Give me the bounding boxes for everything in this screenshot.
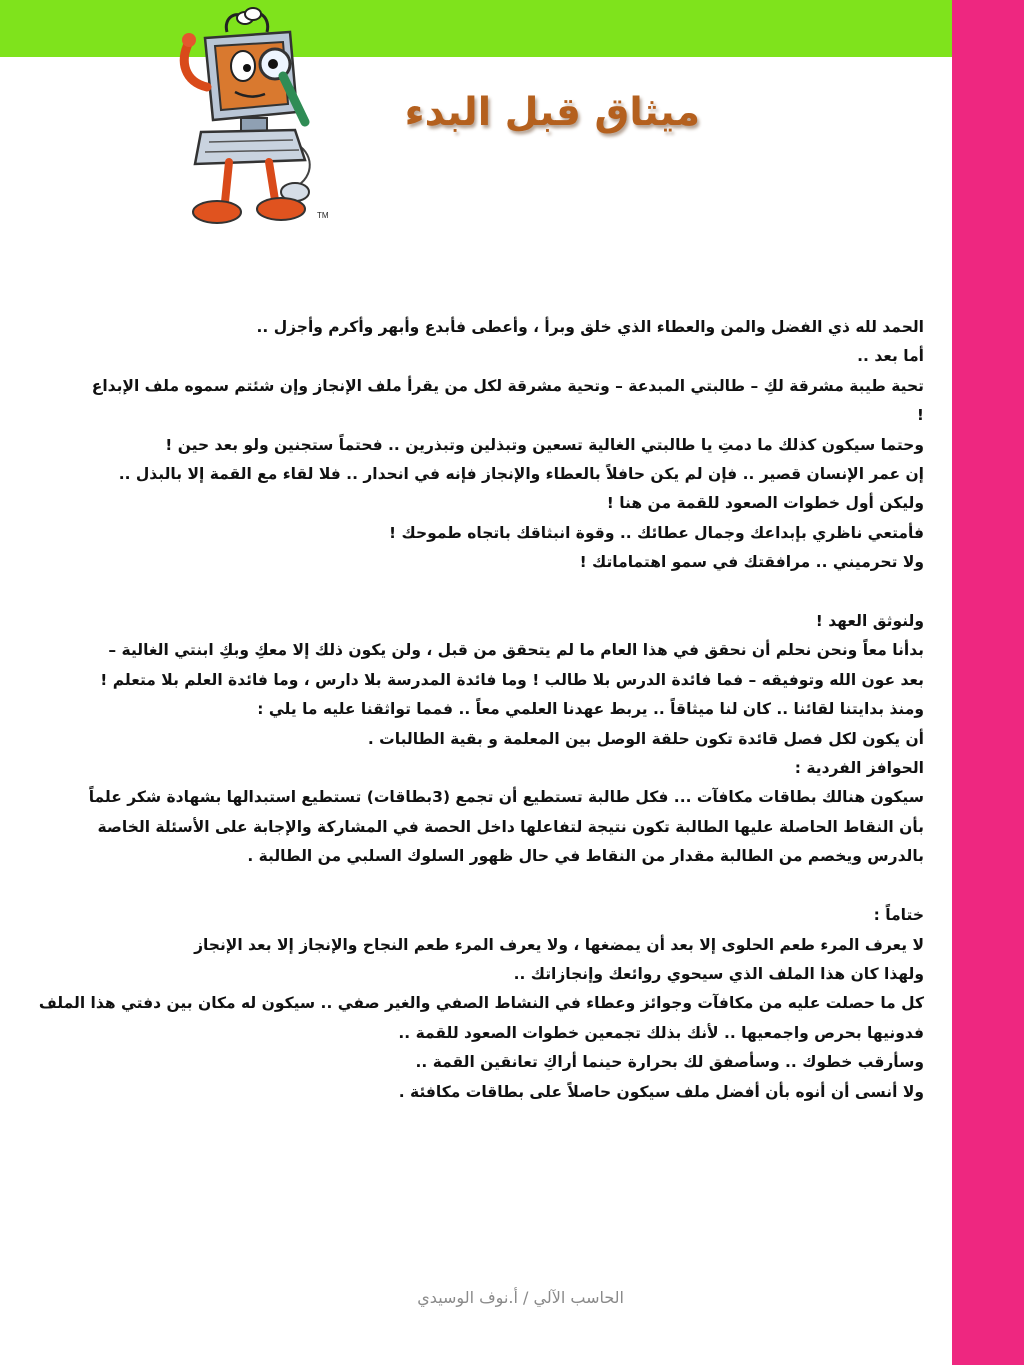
text-line: وحتما سيكون كذلك ما دمتِ يا طالبتي الغالية تسعين وتبذلين وتبذرين .. فحتماً ستجنين ولو بعد حين ! bbox=[165, 435, 924, 454]
text-line: ولا تحرميني .. مرافقتك في سمو اهتماماتك ! bbox=[579, 553, 924, 572]
text-line: أما بعد .. bbox=[857, 347, 924, 366]
text-line: فدونيها بحرص واجمعيها .. لأنك بذلك تجمعين خطوات الصعود للقمة .. bbox=[398, 1023, 924, 1042]
text-line: سيكون هنالك بطاقات مكافآت ... فكل طالبة تستطيع أن تجمع (3بطاقات) تستطيع استبدالها بشهادة شكر علماً bbox=[88, 788, 924, 807]
text-line: كل ما حصلت عليه من مكافآت وجوائز وعطاء في النشاط الصفي والغير صفي .. سيكون له مكان بين دفتي هذا الملف bbox=[38, 994, 924, 1013]
text-line: أن يكون لكل فصل قائدة تكون حلقة الوصل بين المعلمة و بقية الطالبات . bbox=[367, 729, 924, 748]
blank-line bbox=[52, 872, 924, 901]
text-line: بأن النقاط الحاصلة عليها الطالبة تكون نتيجة لتفاعلها داخل الحصة في المشاركة والإجابة على الأسئلة الخاصة bbox=[97, 817, 924, 836]
body-text bbox=[38, 313, 924, 1107]
text-line: فأمتعي ناظري بإبداعك وجمال عطائك .. وقوة انبثاقك باتجاه طموحك ! bbox=[389, 523, 924, 542]
text-line: ولنوثق العهد ! bbox=[815, 612, 924, 631]
text-line: وسأرقب خطوك .. وسأصفق لك بحرارة حينما أراكِ تعانقين القمة .. bbox=[415, 1053, 924, 1072]
text-line: ! bbox=[916, 406, 924, 425]
text-line: الحمد لله ذي الفضل والمن والعطاء الذي خلق وبرأ ، وأعطى فأبدع وأبهر وأكرم وأجزل .. bbox=[256, 318, 924, 336]
side-pink-band bbox=[952, 0, 1024, 1365]
text-line: ولا أنسى أن أنوه بأن أفضل ملف سيكون حاصلاً على بطاقات مكافئة . bbox=[398, 1082, 924, 1101]
text-line: لا يعرف المرء طعم الحلوى إلا بعد أن يمضغها ، ولا يعرف المرء طعم النجاح والإنجاز إلا بعد الإنجاز bbox=[194, 935, 924, 954]
text-line: ولهذا كان هذا الملف الذي سيحوي روائعك وإنجازاتك .. bbox=[513, 964, 924, 983]
trademark-label: TM bbox=[317, 211, 329, 220]
text-line: ومنذ بدايتنا لقائنا .. كان لنا ميثاقاً .. يربط عهدنا العلمي معاً .. فمما تواثقنا عليه ما يلي : bbox=[257, 700, 924, 719]
text-line: تحية طيبة مشرقة لكِ – طالبتي المبدعة – وتحية مشرقة لكل من يقرأ ملف الإنجاز وإن شئتم سموه ملف الإبداع bbox=[91, 376, 924, 395]
text-line: وليكن أول خطوات الصعود للقمة من هنا ! bbox=[606, 494, 924, 513]
text-line: بالدرس ويخصم من الطالبة مقدار من النقاط في حال ظهور السلوك السلبي من الطالبة . bbox=[247, 847, 924, 866]
text-line: ختاماً : bbox=[873, 906, 924, 925]
footer-credit: الحاسب الآلي / أ.نوف الوسيدي bbox=[417, 1288, 624, 1307]
text-line: الحوافز الفردية : bbox=[794, 759, 924, 778]
top-green-band bbox=[0, 0, 952, 57]
computer-mascot-icon bbox=[165, 2, 340, 227]
text-line: إن عمر الإنسان قصير .. فإن لم يكن حافلاً بالعطاء والإنجاز فإنه في انحدار .. فلا لقاء مع القمة إلا بالبذل .. bbox=[118, 465, 924, 484]
text-line: بدأنا معاً ونحن نحلم أن نحقق في هذا العام ما لم يتحقق من قبل ، ولن يكون ذلك إلا معكِ وبكِ ابنتي الغالية – bbox=[108, 641, 924, 660]
text-line: بعد عون الله وتوفيقه – فما فائدة الدرس بلا طالب ! وما فائدة المدرسة بلا دارس ، وما فائدة العلم بلا متعلم ! bbox=[100, 670, 924, 689]
blank-line bbox=[52, 578, 924, 607]
page-title: ميثاق قبل البدء bbox=[404, 90, 700, 135]
